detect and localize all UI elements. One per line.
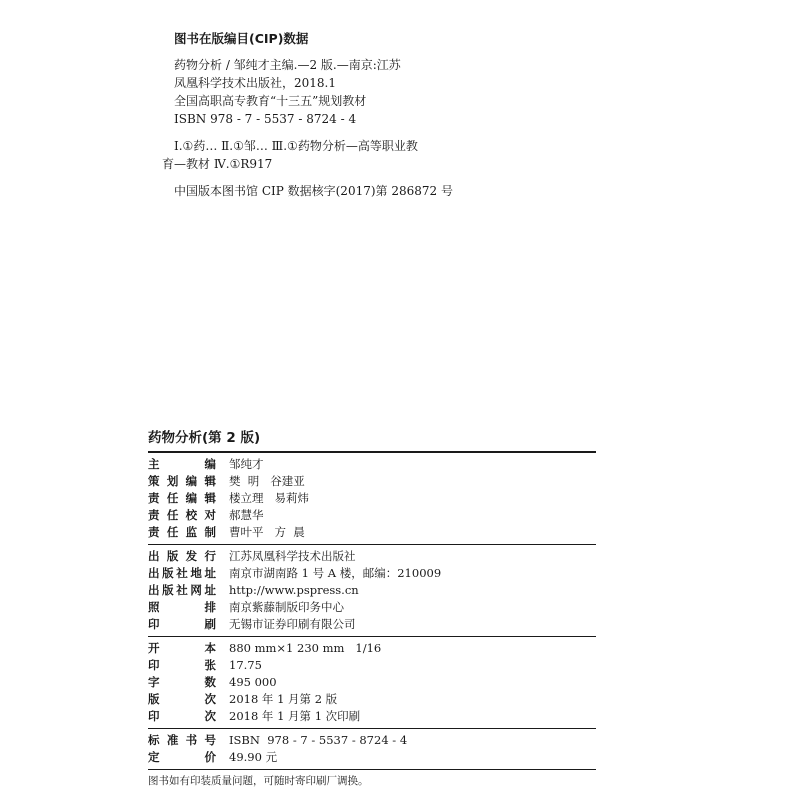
cip-line-series: 全国高职高专教育“十三五”规划教材 (174, 94, 367, 108)
publisher-website-link: http://www.pspress.cn (229, 583, 359, 597)
editor-row (148, 490, 596, 507)
publishing-row (148, 565, 596, 582)
pricing-row (148, 732, 596, 749)
field-label: 策划编辑 (148, 474, 216, 488)
book-title: 药物分析(第 2 版) (148, 430, 261, 446)
field-value: 无锡市证券印刷有限公司 (229, 617, 356, 631)
colophon (148, 426, 596, 789)
field-label: 版次 (148, 692, 216, 706)
field-label: 出版发行 (148, 549, 216, 563)
field-value: 邹纯才 (229, 457, 264, 471)
publishing-row (148, 616, 596, 633)
field-value: 郝慧华 (229, 508, 264, 522)
field-value: ISBN 978 - 7 - 5537 - 8724 - 4 (229, 733, 408, 747)
field-value: 南京紫藤制版印务中心 (229, 600, 344, 614)
publishing-row (148, 548, 596, 565)
field-label: 印刷 (148, 617, 216, 631)
quality-notice: 图书如有印装质量问题，可随时寄印刷厂调换。 (148, 775, 369, 787)
field-label: 责任校对 (148, 508, 216, 522)
field-label: 责任监制 (148, 525, 216, 539)
field-label: 照排 (148, 600, 216, 614)
spec-row (148, 640, 596, 657)
publishing-row (148, 599, 596, 616)
cip-line-title: 药物分析 / 邹纯才主编.—2 版.—南京:江苏 (174, 58, 401, 72)
field-value: 江苏凤凰科学技术出版社 (229, 549, 356, 563)
field-label: 标准书号 (148, 733, 216, 747)
field-value: 495 000 (229, 675, 277, 689)
cip-heading: 图书在版编目(CIP)数据 (174, 31, 309, 46)
cip-block (162, 30, 474, 200)
field-label: 字数 (148, 675, 216, 689)
field-label: 出版社地址 (148, 566, 216, 580)
pricing-section (148, 729, 596, 769)
cip-line-publisher: 凤凰科学技术出版社，2018.1 (174, 76, 336, 90)
editor-row (148, 456, 596, 473)
spec-row (148, 657, 596, 674)
field-label: 责任编辑 (148, 491, 216, 505)
field-label: 出版社网址 (148, 583, 216, 597)
field-label: 开本 (148, 641, 216, 655)
field-value: 49.90 元 (229, 750, 278, 764)
spec-row (148, 708, 596, 725)
editor-row (148, 473, 596, 490)
spec-row (148, 674, 596, 691)
spec-row (148, 691, 596, 708)
publishing-section (148, 545, 596, 636)
field-label: 定价 (148, 750, 216, 764)
field-value: 17.75 (229, 658, 262, 672)
editor-row (148, 507, 596, 524)
pricing-row (148, 749, 596, 766)
specs-section (148, 637, 596, 728)
field-label: 印次 (148, 709, 216, 723)
field-value: 曹叶平 方 晨 (229, 525, 305, 539)
cip-line-subject-2: 育—教材 Ⅳ.①R917 (162, 157, 273, 171)
cip-verification: 中国版本图书馆 CIP 数据核字(2017)第 286872 号 (174, 184, 453, 198)
field-value: 樊 明 谷建亚 (229, 474, 305, 488)
field-value: 2018 年 1 月第 1 次印刷 (229, 709, 361, 723)
publishing-row (148, 582, 596, 599)
editor-row (148, 524, 596, 541)
field-value: 楼立理 易莉炜 (229, 491, 309, 505)
field-value: 2018 年 1 月第 2 版 (229, 692, 338, 706)
field-label: 主编 (148, 457, 216, 471)
field-label: 印张 (148, 658, 216, 672)
field-value: 南京市湖南路 1 号 A 楼，邮编：210009 (229, 566, 442, 580)
cip-line-subject-1: Ⅰ.①药… Ⅱ.①邹… Ⅲ.①药物分析—高等职业教 (174, 139, 418, 153)
editors-section (148, 453, 596, 544)
cip-line-isbn: ISBN 978 - 7 - 5537 - 8724 - 4 (174, 112, 357, 126)
field-value: 880 mm×1 230 mm 1/16 (229, 641, 382, 655)
